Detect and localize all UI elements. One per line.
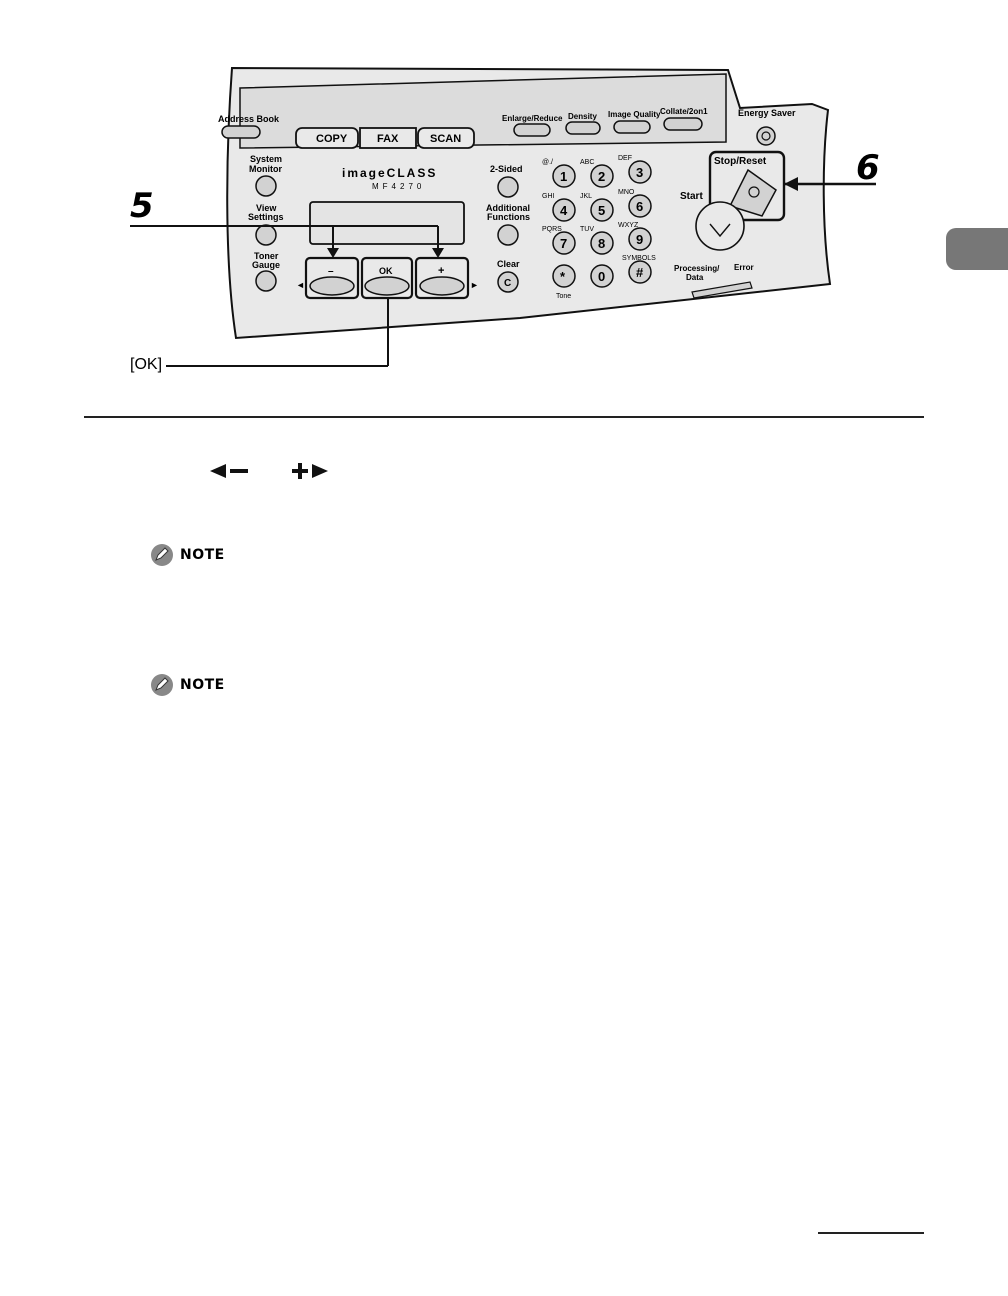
note-2 [150, 670, 270, 700]
keypad-letters: ABC [580, 159, 595, 166]
keypad-digit: 6 [636, 199, 644, 214]
section-divider [84, 416, 924, 418]
keypad-letters: MNO [618, 189, 635, 196]
keypad-digit: * [560, 269, 566, 284]
address-book-button[interactable] [222, 126, 260, 138]
keypad-digit: 1 [560, 169, 568, 184]
toner-gauge-button[interactable] [256, 271, 276, 291]
energy-saver-label: Energy Saver [738, 108, 796, 118]
system-monitor-label-2: Monitor [249, 164, 282, 174]
address-book-label: Address Book [218, 114, 280, 124]
additional-functions-label-1: Additional [486, 203, 530, 213]
keypad-digit: 0 [598, 269, 606, 284]
left-triangle-icon [210, 464, 226, 478]
ok-callout-label: [OK] [130, 356, 163, 373]
enlarge-reduce-button[interactable] [514, 124, 550, 136]
step-6-callout: 6 [856, 148, 880, 188]
density-button[interactable] [566, 122, 600, 134]
system-monitor-button[interactable] [256, 176, 276, 196]
left-right-key-icons [208, 458, 338, 484]
model-label: MF4270 [372, 182, 426, 191]
ok-key[interactable] [365, 277, 409, 295]
minus-icon [230, 469, 248, 473]
minus-key-label: – [328, 266, 334, 277]
plus-key[interactable] [420, 277, 464, 295]
keypad-letters: Tone [556, 293, 572, 300]
keypad-letters: SYMBOLS [622, 255, 656, 262]
keypad-digit: 7 [560, 236, 568, 251]
image-quality-label: Image Quality [608, 110, 661, 119]
keypad-digit: 3 [636, 165, 644, 180]
plus-icon-v [298, 463, 302, 479]
keypad-letters: JKL [580, 193, 593, 200]
plus-key-label: + [438, 265, 445, 277]
note-label: NOTE [180, 677, 225, 693]
keypad-letters: DEF [618, 155, 632, 162]
note-1 [150, 540, 270, 570]
view-settings-button[interactable] [256, 225, 276, 245]
brand-label: imageCLASS [342, 166, 438, 180]
two-sided-label: 2-Sided [490, 164, 523, 174]
start-label: Start [680, 191, 703, 202]
keypad-letters: GHI [542, 193, 555, 200]
chapter-tab [946, 228, 1008, 270]
start-button[interactable] [696, 202, 744, 250]
system-monitor-label-1: System [250, 154, 283, 164]
enlarge-reduce-label: Enlarge/Reduce [502, 114, 563, 123]
tab-copy-label: COPY [316, 133, 348, 145]
right-arrow-icon: ► [470, 280, 479, 290]
image-quality-button[interactable] [614, 121, 650, 133]
toner-gauge-label-2: Gauge [252, 260, 281, 270]
left-arrow-icon: ◄ [296, 280, 305, 290]
tab-scan-label: SCAN [430, 133, 462, 145]
clear-label: Clear [497, 259, 520, 269]
keypad-letters: @./ [542, 159, 553, 166]
toner-gauge-label-1: Toner [254, 251, 279, 261]
footer-rule [818, 1232, 924, 1234]
pencil-icon [150, 543, 174, 567]
additional-functions-button[interactable] [498, 225, 518, 245]
ok-key-label: OK [379, 266, 393, 276]
processing-data-label-2: Data [686, 273, 704, 282]
pencil-icon [150, 673, 174, 697]
collate-button[interactable] [664, 118, 702, 130]
view-settings-label-1: View [256, 203, 277, 213]
additional-functions-label-2: Functions [487, 212, 530, 222]
keypad-digit: 9 [636, 232, 644, 247]
keypad-letters: PQRS [542, 226, 562, 233]
density-label: Density [568, 112, 597, 121]
processing-data-label-1: Processing/ [674, 264, 720, 273]
keypad-letters: TUV [580, 226, 594, 233]
minus-key[interactable] [310, 277, 354, 295]
step-5-callout: 5 [130, 186, 154, 226]
keypad-digit: # [636, 265, 644, 280]
two-sided-button[interactable] [498, 177, 518, 197]
energy-saver-button[interactable] [757, 127, 775, 145]
note-label: NOTE [180, 547, 225, 563]
clear-key-letter: C [504, 278, 512, 289]
keypad-letters: WXYZ [618, 222, 639, 229]
error-label: Error [734, 263, 754, 272]
keypad-digit: 5 [598, 203, 606, 218]
keypad-digit: 2 [598, 169, 606, 184]
right-triangle-icon [312, 464, 328, 478]
collate-label: Collate/2on1 [660, 107, 708, 116]
tab-fax-label: FAX [377, 133, 399, 145]
stop-reset-label: Stop/Reset [714, 156, 767, 167]
keypad-digit: 8 [598, 236, 606, 251]
keypad-digit: 4 [560, 203, 568, 218]
view-settings-label-2: Settings [248, 212, 284, 222]
